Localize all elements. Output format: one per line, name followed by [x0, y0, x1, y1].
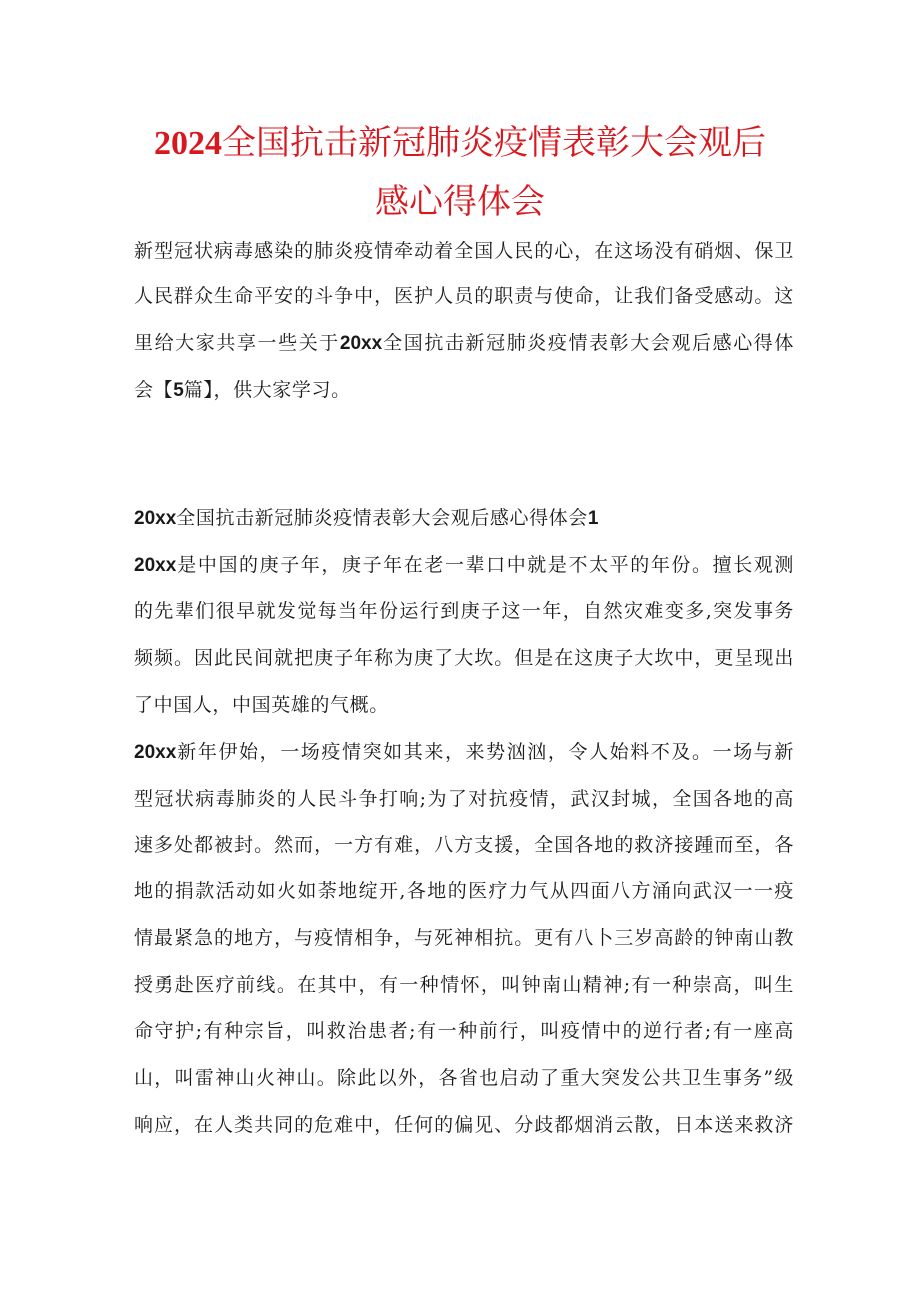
para2-line-3: 速多处都被封。然而，一方有难，八方支援，全国各地的救济接踵而至，各	[134, 834, 794, 856]
intro-text: 篇】，供大家学习。	[183, 379, 351, 401]
para2-line-5: 情最紧急的地方，与疫情相争，与死神相抗。更有八卜三岁高龄的钟南山教	[134, 927, 794, 949]
intro-line-1: 新型冠状病毒感染的肺炎疫情牵动着全国人民的心，在这场没有硝烟、保卫	[134, 240, 794, 262]
para2-line-8: 山，叫雷神山火神山。除此以外，各省也启动了重大突发公共卫生事务”级	[134, 1067, 794, 1089]
para2-line-7: 命守护;有种宗旨，叫救治患者;有一种前行，叫疫情中的逆行者;有一座高	[134, 1020, 794, 1042]
title-year: 2024	[154, 125, 222, 162]
para2-line-1	[134, 739, 794, 766]
para1-line-3: 频频。因此民间就把庚子年称为庚了大坎。但是在这庚子大坎中，更呈现出	[134, 647, 794, 669]
document-title-line-1	[120, 113, 800, 174]
para-text: 是中国的庚子年，庚子年在老一辈口中就是不太平的年份。擅长观测	[176, 554, 794, 576]
intro-year: 20xx	[339, 333, 383, 354]
document-title-line-2: 感心得体会	[375, 182, 545, 222]
title-text: 全国抗击新冠肺炎疫情表彰大会观后	[222, 123, 766, 163]
para2-line-9: 响应，在人类共同的危难中，任何的偏见、分歧都烟消云散，日本送来救济	[134, 1114, 794, 1136]
para1-line-4: 了中国人，中国英雄的气概。	[134, 694, 389, 716]
para-text: 新年伊始，一场疫情突如其来，来势汹汹，令人始料不及。一场与新	[176, 741, 794, 763]
intro-text: 里给大家共享一些关于	[134, 332, 340, 354]
para2-line-4: 地的捐款活动如火如荼地绽开,各地的医疗力气从四面八方涌向武汉一一疫	[134, 880, 794, 902]
para1-line-2: 的先辈们很早就发觉每当年份运行到庚子这一年，自然灾难变多,突发事务	[134, 600, 794, 622]
intro-line-2: 人民群众生命平安的斗争中，医护人员的职责与使命，让我们备受感动。这	[134, 285, 794, 307]
intro-text: 会【	[134, 379, 174, 401]
para-year: 20xx	[134, 742, 177, 763]
intro-text: 全国抗击新冠肺炎疫情表彰大会观后感心得体	[382, 332, 794, 354]
intro-line-3	[134, 330, 794, 357]
section-heading-1	[134, 505, 794, 532]
para2-line-6: 授勇赴医疗前线。在其中，有一种情怀，叫钟南山精神;有一种崇高，叫生	[134, 974, 794, 996]
intro-line-4	[134, 377, 794, 404]
heading-number: 1	[587, 508, 599, 529]
para-year: 20xx	[134, 555, 177, 576]
intro-count: 5	[173, 380, 184, 401]
para1-line-1	[134, 552, 794, 579]
para2-line-2: 型冠状病毒肺炎的人民斗争打响;为了对抗疫情，武汉封城，全国各地的高	[134, 788, 794, 810]
heading-year: 20xx	[134, 508, 177, 529]
heading-text: 全国抗击新冠肺炎疫情表彰大会观后感心得体会	[176, 507, 588, 529]
